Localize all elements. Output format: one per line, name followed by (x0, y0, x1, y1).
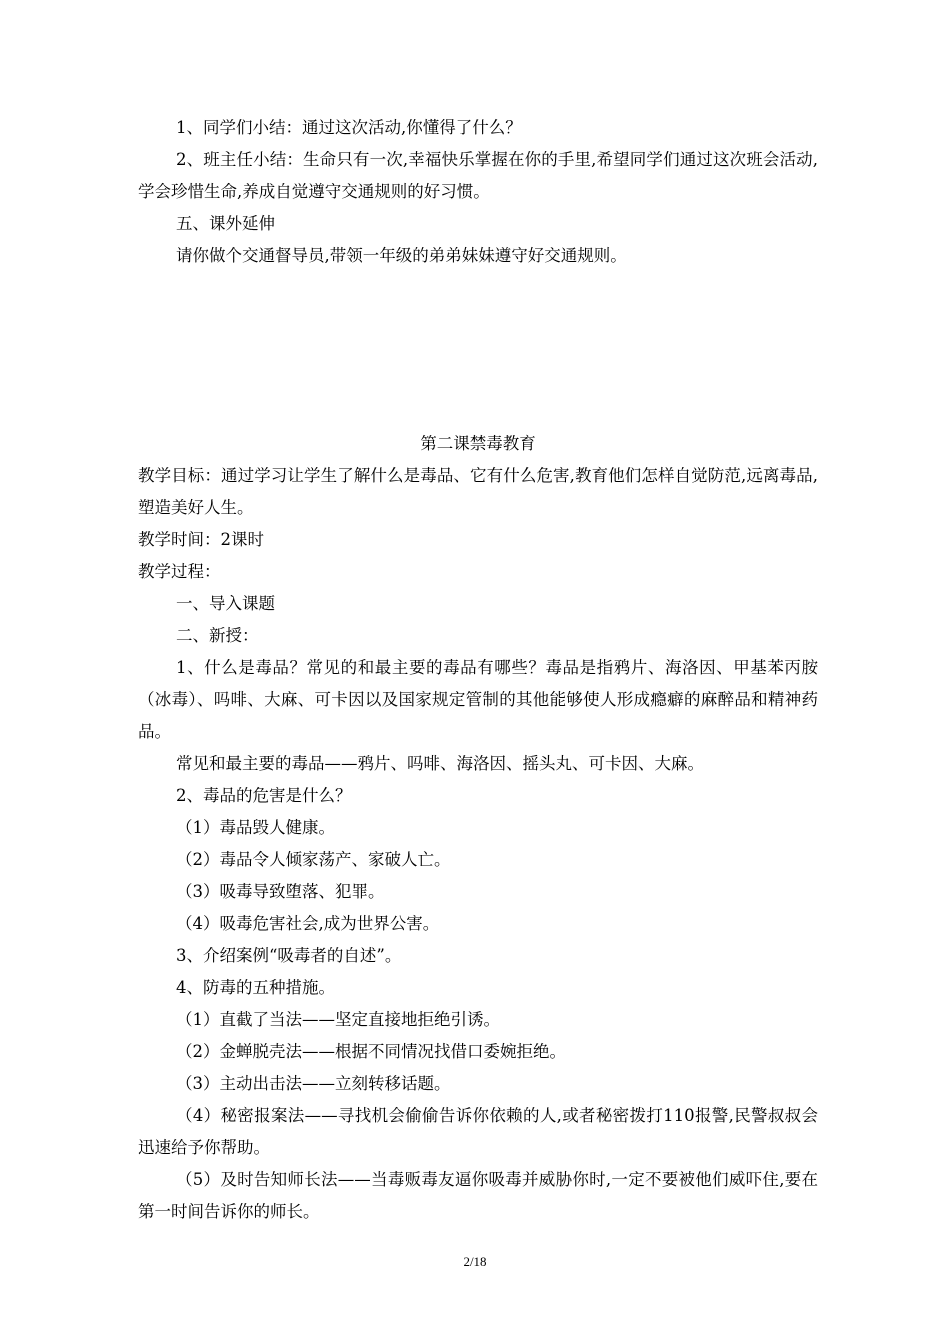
paragraph: 2、班主任小结：生命只有一次,幸福快乐掌握在你的手里,希望同学们通过这次班会活动,学会珍惜生命,养成自觉遵守交通规则的好习惯。 (138, 150, 818, 201)
list-item: 3、介绍案例“吸毒者的自述”。 (176, 946, 402, 965)
list-item: （1）直截了当法——坚定直接地拒绝引诱。 (176, 1010, 500, 1029)
list-item: 1、什么是毒品？常见的和最主要的毒品有哪些？毒品是指鸦片、海洛因、甲基苯丙胺（冰毒）、吗啡、大麻、可卡因以及国家规定管制的其他能够使人形成瘾癖的麻醉品和精神药品。 (138, 658, 818, 741)
list-item: （5）及时告知师长法——当毒贩毒友逼你吸毒并威胁你时,一定不要被他们威吓住,要在第一时间告诉你的师长。 (138, 1170, 818, 1221)
list-item: （2）金蝉脱壳法——根据不同情况找借口委婉拒绝。 (176, 1042, 566, 1061)
paragraph: 请你做个交通督导员,带领一年级的弟弟妹妹遵守好交通规则。 (176, 246, 627, 265)
list-item: 常见和最主要的毒品——鸦片、吗啡、海洛因、摇头丸、可卡因、大麻。 (176, 754, 704, 773)
list-item: 4、防毒的五种措施。 (176, 978, 335, 997)
section-two (138, 428, 818, 1228)
teaching-goal: 教学目标：通过学习让学生了解什么是毒品、它有什么危害,教育他们怎样自觉防范,远离毒品,塑造美好人生。 (138, 466, 818, 517)
paragraph: 1、同学们小结：通过这次活动,你懂得了什么？ (176, 118, 522, 137)
list-item: （2）毒品令人倾家荡产、家破人亡。 (176, 850, 451, 869)
list-item: 二、新授： (176, 626, 259, 645)
teaching-time: 教学时间：2课时 (138, 530, 264, 549)
section-one (138, 112, 818, 272)
list-item: 2、毒品的危害是什么？ (176, 786, 352, 805)
teaching-process-label: 教学过程： (138, 562, 221, 581)
page-number: 2/18 (463, 1254, 487, 1269)
list-item: （3）主动出击法——立刻转移话题。 (176, 1074, 451, 1093)
list-item: （3）吸毒导致堕落、犯罪。 (176, 882, 385, 901)
list-item: 一、导入课题 (176, 594, 275, 613)
list-item: （1）毒品毁人健康。 (176, 818, 335, 837)
section-heading: 五、课外延伸 (176, 214, 275, 233)
list-item: （4）吸毒危害社会,成为世界公害。 (176, 914, 440, 933)
lesson-title: 第二课禁毒教育 (420, 434, 536, 453)
list-item: （4）秘密报案法——寻找机会偷偷告诉你依赖的人,或者秘密拨打110报警,民警叔叔会迅速给予你帮助。 (138, 1106, 818, 1157)
